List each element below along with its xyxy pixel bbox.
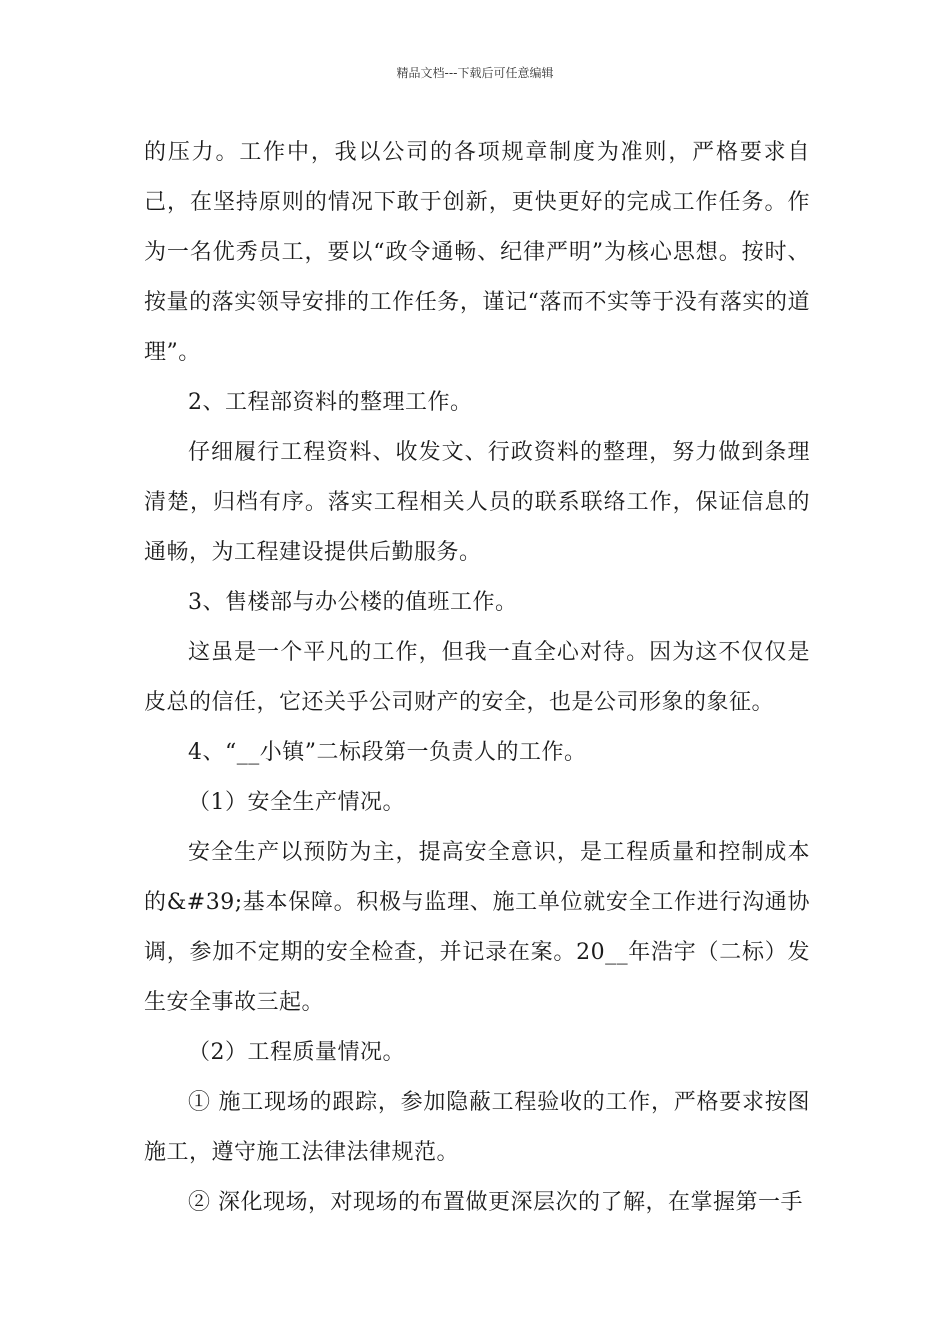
section-heading-3: 3、售楼部与办公楼的值班工作。 (188, 590, 518, 615)
subheading-quality: （2）工程质量情况。 (188, 1040, 405, 1065)
subheading-safety: （1）安全生产情况。 (188, 790, 405, 815)
paragraph-safety: 安全生产以预防为主，提高安全意识，是工程质量和控制成本的&#39;基本保障。积极与监理、施工单位就安全工作进行沟通协调，参加不定期的安全检查，并记录在案。20__年浩宇（二标）发生安全事故三起。 (144, 840, 810, 1015)
paragraph-quality-item-2: ② 深化现场，对现场的布置做更深层次的了解，在掌握第一手 (188, 1190, 803, 1215)
section-heading-2: 2、工程部资料的整理工作。 (188, 390, 473, 415)
page-header: 精品文档---下载后可任意编辑 (396, 66, 554, 80)
document-body (144, 128, 810, 1228)
paragraph-duty: 这虽是一个平凡的工作，但我一直全心对待。因为这不仅仅是皮总的信任，它还关乎公司财产的安全，也是公司形象的象征。 (144, 640, 810, 715)
paragraph-continuation: 的压力。工作中，我以公司的各项规章制度为准则，严格要求自己，在坚持原则的情况下敢于创新，更快更好的完成工作任务。作为一名优秀员工，要以“政令通畅、纪律严明”为核心思想。按时、按量的落实领导安排的工作任务，谨记“落而不实等于没有落实的道理”。 (144, 140, 810, 365)
paragraph-archives: 仔细履行工程资料、收发文、行政资料的整理，努力做到条理清楚，归档有序。落实工程相关人员的联系联络工作，保证信息的通畅，为工程建设提供后勤服务。 (144, 440, 810, 565)
paragraph-quality-item-1: ① 施工现场的跟踪，参加隐蔽工程验收的工作，严格要求按图施工，遵守施工法律法律规范。 (144, 1090, 810, 1165)
section-heading-4: 4、“__小镇”二标段第一负责人的工作。 (188, 740, 587, 765)
